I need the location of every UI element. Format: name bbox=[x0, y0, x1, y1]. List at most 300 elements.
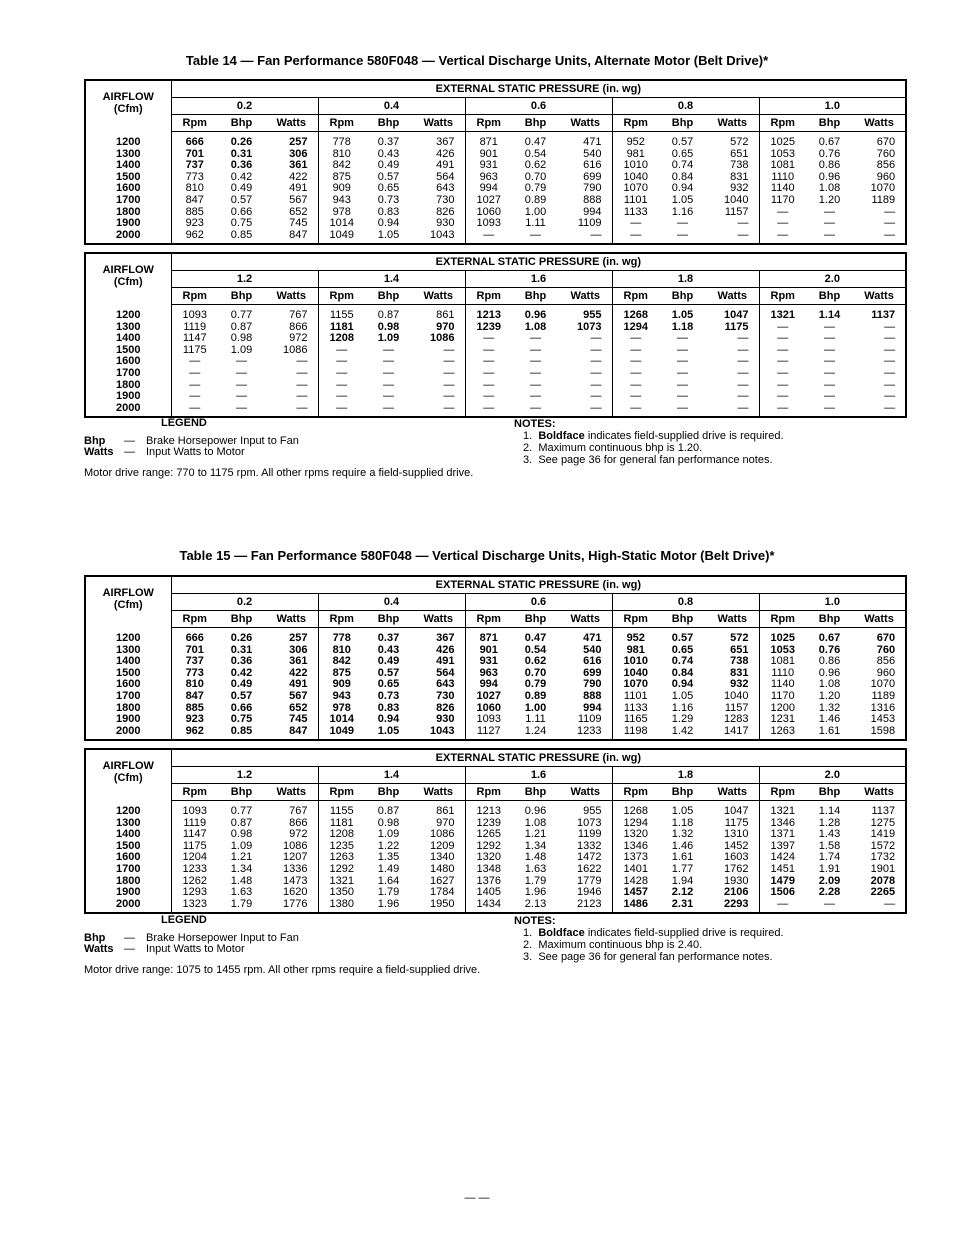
data-cell: — bbox=[884, 401, 896, 414]
column-header: Bhp bbox=[806, 288, 853, 305]
pressure-header: 1.2 bbox=[171, 767, 318, 784]
data-cell: 0.84 bbox=[671, 666, 694, 679]
column-header: Bhp bbox=[659, 288, 706, 305]
data-cell: 0.37 bbox=[377, 632, 400, 644]
data-cell: — bbox=[383, 401, 394, 414]
data-cell: 361 bbox=[265, 160, 318, 172]
data-cell: 955 bbox=[559, 801, 612, 818]
note-text: See page 36 for general fan performance notes. bbox=[538, 951, 773, 963]
data-cell: 0.49 bbox=[230, 678, 253, 691]
data-cell: 738 bbox=[706, 656, 759, 668]
airflow-cell: 1600 bbox=[85, 183, 171, 195]
data-cell: 0.43 bbox=[377, 147, 400, 160]
data-cell: 1093 bbox=[476, 713, 501, 726]
data-cell: 1233 bbox=[182, 862, 207, 875]
pressure-header: 0.8 bbox=[612, 594, 759, 611]
pressure-header: 1.6 bbox=[465, 767, 612, 784]
data-cell: 0.37 bbox=[377, 136, 400, 148]
legend-dash: — bbox=[124, 446, 135, 458]
data-cell: 1.21 bbox=[524, 828, 547, 841]
pressure-header: 0.8 bbox=[612, 98, 759, 115]
data-cell: 0.57 bbox=[230, 193, 253, 206]
data-cell: 1424 bbox=[770, 851, 795, 864]
table-15-block-1 bbox=[84, 575, 907, 741]
airflow-cell: 2000 bbox=[85, 230, 171, 245]
data-cell: 1373 bbox=[623, 851, 648, 864]
data-cell: 0.84 bbox=[671, 170, 694, 183]
data-cell: 1133 bbox=[623, 205, 648, 218]
data-cell: — bbox=[824, 332, 835, 345]
data-cell: 1140 bbox=[770, 678, 795, 691]
data-cell: 0.57 bbox=[230, 689, 253, 702]
data-cell: 1.96 bbox=[524, 886, 547, 899]
data-cell: — bbox=[530, 401, 541, 414]
data-cell: — bbox=[189, 366, 201, 379]
data-cell: 1060 bbox=[476, 205, 501, 218]
airflow-cell: 2000 bbox=[85, 403, 171, 418]
data-cell: 1181 bbox=[329, 816, 354, 829]
data-cell: 0.49 bbox=[230, 182, 253, 195]
data-cell: 572 bbox=[706, 132, 759, 149]
data-cell: — bbox=[884, 343, 896, 356]
data-cell: 1025 bbox=[770, 136, 795, 148]
data-cell: 666 bbox=[185, 632, 204, 644]
data-cell: — bbox=[630, 228, 642, 241]
data-cell: 972 bbox=[265, 333, 318, 345]
data-cell: 1.05 bbox=[377, 228, 400, 241]
data-cell: 1047 bbox=[706, 801, 759, 818]
data-cell: 901 bbox=[479, 147, 498, 160]
data-cell: — bbox=[483, 390, 495, 403]
data-cell: — bbox=[630, 366, 642, 379]
airflow-cell: 1300 bbox=[85, 645, 171, 657]
data-cell: — bbox=[483, 228, 495, 241]
data-cell: 0.98 bbox=[230, 332, 253, 345]
data-cell: 1348 bbox=[476, 862, 501, 875]
column-header: Watts bbox=[265, 115, 318, 132]
column-header: Bhp bbox=[806, 115, 853, 132]
data-cell: 0.79 bbox=[524, 182, 547, 195]
data-cell: 1.16 bbox=[671, 701, 694, 714]
data-cell: 1452 bbox=[706, 841, 759, 853]
data-cell: — bbox=[824, 217, 835, 230]
airflow-header: AIRFLOW (Cfm) bbox=[85, 253, 171, 305]
data-cell: 1784 bbox=[412, 887, 465, 899]
data-cell: 1155 bbox=[329, 805, 354, 817]
data-cell: 1181 bbox=[329, 320, 354, 333]
data-cell: 1239 bbox=[476, 320, 501, 333]
data-cell: 0.85 bbox=[230, 724, 253, 737]
data-cell: 978 bbox=[332, 205, 351, 218]
column-header: Watts bbox=[265, 288, 318, 305]
pressure-header: 1.4 bbox=[318, 767, 465, 784]
data-cell: 856 bbox=[876, 159, 896, 172]
airflow-header: AIRFLOW (Cfm) bbox=[85, 749, 171, 801]
data-cell: 826 bbox=[412, 207, 465, 219]
data-cell: 699 bbox=[559, 172, 612, 184]
data-cell: — bbox=[706, 380, 759, 392]
data-cell: — bbox=[383, 390, 394, 403]
legend-item-watts bbox=[84, 446, 245, 458]
note-number: 2. bbox=[523, 442, 533, 454]
data-cell: 1119 bbox=[183, 816, 207, 829]
data-cell: 970 bbox=[412, 322, 465, 334]
data-cell: — bbox=[677, 355, 688, 368]
data-cell: — bbox=[483, 401, 495, 414]
data-cell: 1110 bbox=[771, 170, 795, 183]
data-cell: 901 bbox=[479, 643, 498, 656]
data-cell: 1189 bbox=[871, 689, 896, 702]
airflow-cell: 1300 bbox=[85, 322, 171, 334]
column-header: Watts bbox=[265, 784, 318, 801]
page-number: — — bbox=[464, 1192, 490, 1204]
data-cell: 1101 bbox=[623, 689, 648, 702]
data-cell: 1.48 bbox=[524, 851, 547, 864]
table-15-footnote: Motor drive range: 1075 to 1455 rpm. All other rpms require a field-supplied drive. bbox=[84, 964, 481, 976]
data-cell: 847 bbox=[185, 689, 204, 702]
data-cell: — bbox=[677, 217, 688, 230]
data-cell: — bbox=[630, 401, 642, 414]
data-cell: 1263 bbox=[770, 724, 795, 737]
data-cell: 1127 bbox=[476, 724, 501, 737]
data-cell: — bbox=[412, 391, 465, 403]
data-cell: — bbox=[824, 401, 835, 414]
data-cell: — bbox=[412, 380, 465, 392]
column-header: Watts bbox=[853, 784, 906, 801]
data-cell: 1.46 bbox=[818, 713, 841, 726]
data-cell: 1.35 bbox=[377, 851, 400, 864]
legend-desc: Input Watts to Motor bbox=[146, 943, 245, 955]
column-header: Bhp bbox=[365, 288, 412, 305]
data-cell: — bbox=[824, 366, 835, 379]
data-cell: — bbox=[777, 390, 789, 403]
legend-dash: — bbox=[124, 932, 135, 944]
data-cell: 0.87 bbox=[230, 320, 253, 333]
data-cell: — bbox=[630, 355, 642, 368]
data-cell: 773 bbox=[185, 170, 204, 183]
data-cell: — bbox=[336, 378, 348, 391]
data-cell: 1014 bbox=[329, 217, 354, 230]
airflow-cell: 1700 bbox=[85, 691, 171, 703]
data-cell: 0.57 bbox=[377, 170, 400, 183]
data-cell: 1.16 bbox=[671, 205, 694, 218]
data-cell: — bbox=[336, 343, 348, 356]
data-cell: 1.77 bbox=[671, 862, 694, 875]
data-cell: 923 bbox=[185, 217, 204, 230]
data-cell: 0.89 bbox=[524, 193, 547, 206]
pressure-header: 2.0 bbox=[759, 271, 906, 288]
data-cell: 994 bbox=[559, 703, 612, 715]
data-cell: — bbox=[824, 897, 835, 910]
table-14-block-2 bbox=[84, 252, 907, 418]
airflow-cell: 1600 bbox=[85, 679, 171, 691]
data-cell: — bbox=[630, 217, 642, 230]
data-cell: 0.49 bbox=[377, 159, 400, 172]
data-cell: 1.09 bbox=[377, 332, 400, 345]
airflow-cell: 1800 bbox=[85, 876, 171, 888]
data-cell: 1049 bbox=[329, 228, 354, 241]
data-cell: 981 bbox=[626, 147, 645, 160]
data-cell: 909 bbox=[332, 678, 351, 691]
data-cell: — bbox=[412, 356, 465, 368]
note-item bbox=[514, 454, 904, 466]
data-cell: 0.86 bbox=[818, 159, 841, 172]
column-header: Rpm bbox=[171, 784, 218, 801]
data-cell: — bbox=[412, 403, 465, 418]
pressure-header: 0.4 bbox=[318, 98, 465, 115]
data-cell: 0.43 bbox=[377, 643, 400, 656]
data-cell: 1.22 bbox=[377, 839, 400, 852]
data-cell: 0.47 bbox=[524, 136, 547, 148]
data-cell: 0.36 bbox=[230, 159, 253, 172]
airflow-cell: 1700 bbox=[85, 368, 171, 380]
pressure-header: 2.0 bbox=[759, 767, 906, 784]
data-cell: 0.70 bbox=[524, 666, 547, 679]
data-cell: — bbox=[706, 391, 759, 403]
pressure-header: 1.4 bbox=[318, 271, 465, 288]
data-cell: 1417 bbox=[706, 726, 759, 741]
data-cell: 1.63 bbox=[524, 862, 547, 875]
airflow-cell: 1800 bbox=[85, 703, 171, 715]
pressure-header: 0.2 bbox=[171, 98, 318, 115]
table-row bbox=[85, 864, 906, 876]
data-cell: 1732 bbox=[870, 851, 896, 864]
data-cell: 1.09 bbox=[377, 828, 400, 841]
data-cell: 471 bbox=[559, 628, 612, 645]
data-cell: 1901 bbox=[870, 862, 896, 875]
data-cell: 1323 bbox=[182, 897, 207, 910]
data-cell: 1294 bbox=[623, 320, 648, 333]
data-cell: 1093 bbox=[182, 309, 207, 321]
airflow-cell: 1200 bbox=[85, 305, 171, 322]
data-cell: 1.74 bbox=[818, 851, 841, 864]
note-item bbox=[514, 951, 904, 963]
data-cell: 1320 bbox=[623, 828, 648, 841]
data-cell: 0.94 bbox=[377, 713, 400, 726]
data-cell: 666 bbox=[185, 136, 204, 148]
airflow-cell: 1500 bbox=[85, 841, 171, 853]
data-cell: 2.28 bbox=[818, 886, 841, 899]
data-cell: 909 bbox=[332, 182, 351, 195]
data-cell: 1.48 bbox=[230, 874, 253, 887]
airflow-cell: 1200 bbox=[85, 801, 171, 818]
data-cell: 0.67 bbox=[818, 632, 841, 644]
data-cell: 875 bbox=[332, 666, 351, 679]
data-cell: 932 bbox=[706, 679, 759, 691]
legend-heading: LEGEND bbox=[161, 417, 207, 429]
data-cell: 1137 bbox=[871, 309, 896, 321]
data-cell: 730 bbox=[412, 195, 465, 207]
data-cell: 871 bbox=[479, 632, 498, 644]
data-cell: 790 bbox=[559, 679, 612, 691]
data-cell: 1346 bbox=[770, 816, 795, 829]
data-cell: 847 bbox=[265, 230, 318, 245]
data-cell: 1506 bbox=[770, 886, 795, 899]
note-item bbox=[514, 442, 904, 454]
airflow-cell: 2000 bbox=[85, 899, 171, 914]
column-header: Rpm bbox=[318, 115, 365, 132]
data-cell: 1776 bbox=[265, 899, 318, 914]
column-header: Rpm bbox=[465, 611, 512, 628]
data-cell: 1321 bbox=[770, 309, 795, 321]
airflow-cell: 1900 bbox=[85, 218, 171, 230]
data-cell: 0.74 bbox=[671, 655, 694, 668]
data-cell: — bbox=[777, 378, 789, 391]
data-cell: 540 bbox=[559, 645, 612, 657]
data-cell: 1376 bbox=[476, 874, 501, 887]
data-cell: — bbox=[236, 401, 247, 414]
airflow-cell: 1600 bbox=[85, 852, 171, 864]
table-row bbox=[85, 887, 906, 899]
data-cell: 1200 bbox=[770, 701, 795, 714]
data-cell: 1109 bbox=[559, 714, 612, 726]
data-cell: 970 bbox=[412, 818, 465, 830]
data-cell: 0.98 bbox=[377, 816, 400, 829]
airflow-cell: 1900 bbox=[85, 887, 171, 899]
data-cell: 1479 bbox=[770, 874, 795, 887]
data-cell: 963 bbox=[479, 170, 498, 183]
data-cell: 0.62 bbox=[524, 159, 547, 172]
data-cell: 1.18 bbox=[671, 816, 694, 829]
data-cell: 1.11 bbox=[525, 217, 546, 230]
column-header: Bhp bbox=[512, 115, 559, 132]
data-cell: 1081 bbox=[770, 159, 795, 172]
data-cell: 0.66 bbox=[230, 205, 253, 218]
data-cell: — bbox=[236, 355, 247, 368]
legend-item-watts bbox=[84, 943, 245, 955]
column-header: Bhp bbox=[365, 611, 412, 628]
esp-header: EXTERNAL STATIC PRESSURE (in. wg) bbox=[171, 253, 906, 271]
data-cell: — bbox=[706, 403, 759, 418]
data-cell: 1779 bbox=[559, 876, 612, 888]
data-cell: 1263 bbox=[329, 851, 354, 864]
column-header: Bhp bbox=[512, 288, 559, 305]
data-cell: 1040 bbox=[623, 666, 648, 679]
data-cell: 1.49 bbox=[377, 862, 400, 875]
data-cell: 955 bbox=[559, 305, 612, 322]
data-cell: 0.73 bbox=[377, 193, 400, 206]
data-cell: — bbox=[884, 320, 896, 333]
data-cell: 0.65 bbox=[377, 182, 400, 195]
data-cell: 1040 bbox=[706, 691, 759, 703]
data-cell: 0.96 bbox=[818, 170, 841, 183]
data-cell: 1419 bbox=[870, 828, 896, 841]
data-cell: 0.70 bbox=[524, 170, 547, 183]
data-cell: 2293 bbox=[706, 899, 759, 914]
data-cell: 491 bbox=[412, 160, 465, 172]
data-cell: — bbox=[824, 390, 835, 403]
column-header: Rpm bbox=[612, 115, 659, 132]
data-cell: — bbox=[824, 205, 835, 218]
data-cell: — bbox=[706, 230, 759, 245]
data-cell: — bbox=[777, 343, 789, 356]
data-cell: 730 bbox=[412, 691, 465, 703]
data-cell: — bbox=[706, 368, 759, 380]
column-header: Rpm bbox=[465, 115, 512, 132]
data-cell: — bbox=[559, 380, 612, 392]
data-cell: 1213 bbox=[476, 805, 501, 817]
legend-dash: — bbox=[124, 435, 135, 447]
data-cell: — bbox=[706, 356, 759, 368]
data-cell: 491 bbox=[412, 656, 465, 668]
data-cell: 1235 bbox=[329, 839, 354, 852]
data-cell: — bbox=[559, 230, 612, 245]
data-cell: 1950 bbox=[412, 899, 465, 914]
data-cell: 1.21 bbox=[230, 851, 253, 864]
data-cell: — bbox=[559, 368, 612, 380]
column-header: Rpm bbox=[318, 288, 365, 305]
data-cell: 994 bbox=[479, 678, 498, 691]
data-cell: — bbox=[824, 355, 835, 368]
data-cell: — bbox=[336, 366, 348, 379]
data-cell: 0.65 bbox=[671, 147, 694, 160]
data-cell: 737 bbox=[185, 655, 204, 668]
data-cell: 994 bbox=[559, 207, 612, 219]
data-cell: — bbox=[412, 345, 465, 357]
data-cell: 962 bbox=[185, 724, 204, 737]
data-cell: 0.83 bbox=[377, 205, 400, 218]
data-cell: 1053 bbox=[770, 643, 795, 656]
data-cell: — bbox=[884, 366, 896, 379]
column-header: Rpm bbox=[612, 611, 659, 628]
data-cell: — bbox=[630, 343, 642, 356]
column-header: Bhp bbox=[218, 611, 265, 628]
airflow-cell: 1200 bbox=[85, 628, 171, 645]
table-row bbox=[85, 726, 906, 741]
data-cell: — bbox=[559, 333, 612, 345]
data-cell: 1086 bbox=[265, 841, 318, 853]
column-header: Rpm bbox=[612, 288, 659, 305]
data-cell: 0.31 bbox=[230, 147, 253, 160]
data-cell: 1.20 bbox=[818, 689, 841, 702]
data-cell: 651 bbox=[706, 149, 759, 161]
column-header: Rpm bbox=[171, 288, 218, 305]
data-cell: 1.09 bbox=[230, 839, 253, 852]
column-header: Watts bbox=[559, 115, 612, 132]
data-cell: 1622 bbox=[559, 864, 612, 876]
data-cell: 2.13 bbox=[524, 897, 547, 910]
note-number: 1. bbox=[523, 927, 533, 939]
data-cell: — bbox=[677, 366, 688, 379]
data-cell: 745 bbox=[265, 218, 318, 230]
data-cell: 643 bbox=[412, 183, 465, 195]
data-cell: 1175 bbox=[706, 818, 759, 830]
data-cell: 1603 bbox=[706, 852, 759, 864]
data-cell: 0.86 bbox=[818, 655, 841, 668]
esp-header: EXTERNAL STATIC PRESSURE (in. wg) bbox=[171, 749, 906, 767]
table-row bbox=[85, 305, 906, 322]
data-cell: — bbox=[483, 332, 495, 345]
data-cell: — bbox=[824, 320, 835, 333]
data-cell: 1.08 bbox=[524, 816, 547, 829]
data-cell: 1627 bbox=[412, 876, 465, 888]
data-cell: 616 bbox=[559, 656, 612, 668]
data-cell: 1175 bbox=[706, 322, 759, 334]
data-cell: 1294 bbox=[623, 816, 648, 829]
data-cell: 778 bbox=[332, 632, 351, 644]
data-cell: 491 bbox=[265, 679, 318, 691]
legend-desc: Brake Horsepower Input to Fan bbox=[146, 932, 299, 944]
airflow-cell: 1900 bbox=[85, 391, 171, 403]
data-cell: 1109 bbox=[559, 218, 612, 230]
esp-header: EXTERNAL STATIC PRESSURE (in. wg) bbox=[171, 80, 906, 98]
data-cell: 810 bbox=[185, 678, 204, 691]
data-cell: 1320 bbox=[476, 851, 501, 864]
data-cell: — bbox=[777, 217, 789, 230]
data-cell: 1.20 bbox=[818, 193, 841, 206]
data-cell: 367 bbox=[412, 628, 465, 645]
data-cell: 1.63 bbox=[230, 886, 253, 899]
